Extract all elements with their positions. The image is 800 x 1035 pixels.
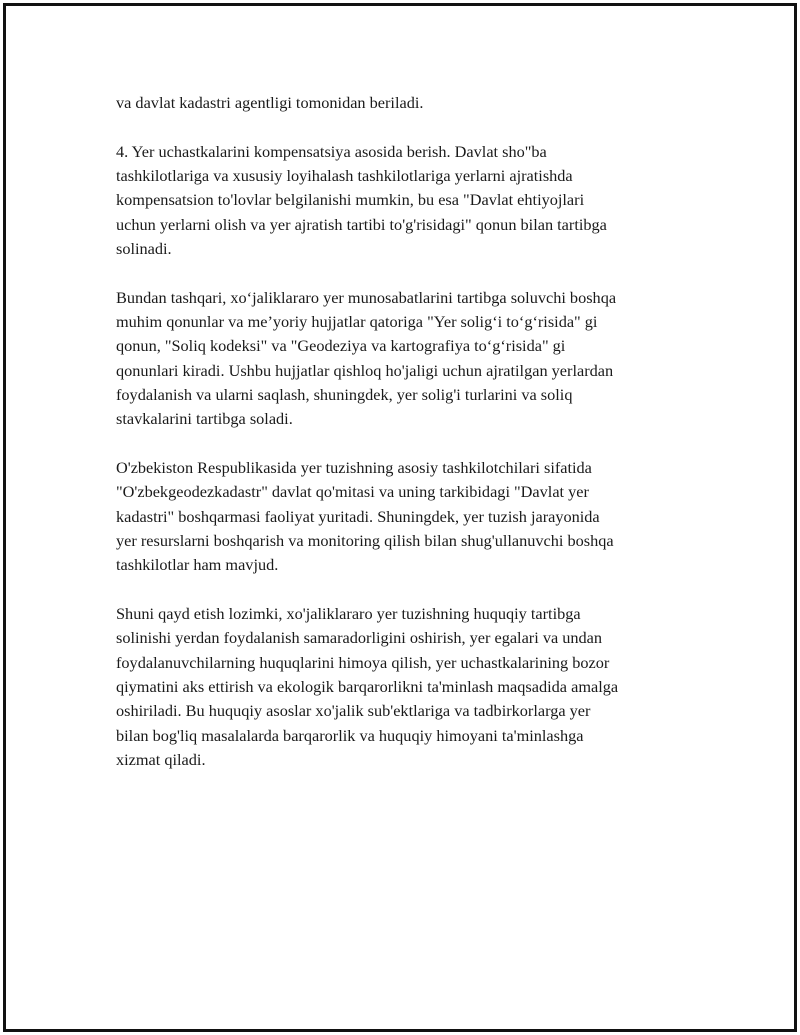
text-line: Bundan tashqari, xo‘jaliklararo yer munosabatlarini tartibga soluvchi boshqa bbox=[116, 287, 617, 307]
paragraph-continuation bbox=[116, 91, 706, 115]
text-line: qiymatini aks ettirish va ekologik barqarorlikni ta'minlash maqsadida amalga bbox=[116, 676, 619, 696]
text-line: kadastri" boshqarmasi faoliyat yuritadi. Shuningdek, yer tuzish jarayonida bbox=[116, 506, 600, 526]
paragraph-other-laws bbox=[116, 286, 706, 432]
text-line: 4. Yer uchastkalarini kompensatsiya asosida berish. Davlat sho"ba bbox=[116, 141, 547, 161]
text-line: "O'zbekgeodezkadastr" davlat qo'mitasi va uning tarkibidagi "Davlat yer bbox=[116, 482, 589, 502]
text-line: foydalanuvchilarning huquqlarini himoya qilish, yer uchastkalarining bozor bbox=[116, 652, 610, 672]
text-line: stavkalarini tartibga soladi. bbox=[116, 409, 293, 429]
text-line: qonun, "Soliq kodeksi" va "Geodeziya va kartografiya to‘g‘risida" gi bbox=[116, 336, 566, 356]
text-line: muhim qonunlar va me’yoriy hujjatlar qatoriga "Yer solig‘i to‘g‘risida" gi bbox=[116, 312, 598, 332]
text-line: tashkilotlariga va xususiy loyihalash tashkilotlariga yerlarni ajratishda bbox=[116, 166, 573, 186]
text-line: solinadi. bbox=[116, 238, 172, 258]
text-line: kompensatsion to'lovlar belgilanishi mumkin, bu esa "Davlat ehtiyojlari bbox=[116, 190, 585, 210]
text-line: xizmat qiladi. bbox=[116, 749, 206, 769]
text-line: qonunlari kiradi. Ushbu hujjatlar qishloq ho'jaligi uchun ajratilgan yerlardan bbox=[116, 360, 614, 380]
text-line: foydalanish va ularni saqlash, shuningdek, yer solig'i turlarini va soliq bbox=[116, 384, 573, 404]
text-line: Shuni qayd etish lozimki, xo'jaliklararo yer tuzishning huquqiy tartibga bbox=[116, 604, 581, 624]
text-line: solinishi yerdan foydalanish samaradorligini oshirish, yer egalari va undan bbox=[116, 628, 603, 648]
text-line: bilan bog'liq masalalarda barqarorlik va huquqiy himoyani ta'minlashga bbox=[116, 725, 584, 745]
document-body bbox=[116, 91, 706, 797]
text-line: yer resurslarni boshqarish va monitoring qilish bilan shug'ullanuvchi boshqa bbox=[116, 530, 614, 550]
paragraph-organizers bbox=[116, 456, 706, 577]
text-line: tashkilotlar ham mavjud. bbox=[116, 555, 279, 575]
text-line: va davlat kadastri agentligi tomonidan beriladi. bbox=[116, 93, 424, 112]
text-line: oshiriladi. Bu huquqiy asoslar xo'jalik sub'ektlariga va tadbirkorlarga yer bbox=[116, 701, 591, 721]
paragraph-conclusion bbox=[116, 602, 706, 772]
paragraph-compensation bbox=[116, 140, 706, 261]
text-line: O'zbekiston Respublikasida yer tuzishning asosiy tashkilotchilari sifatida bbox=[116, 458, 592, 478]
text-line: uchun yerlarni olish va yer ajratish tartibi to'g'risidagi" qonun bilan tartibga bbox=[116, 214, 607, 234]
